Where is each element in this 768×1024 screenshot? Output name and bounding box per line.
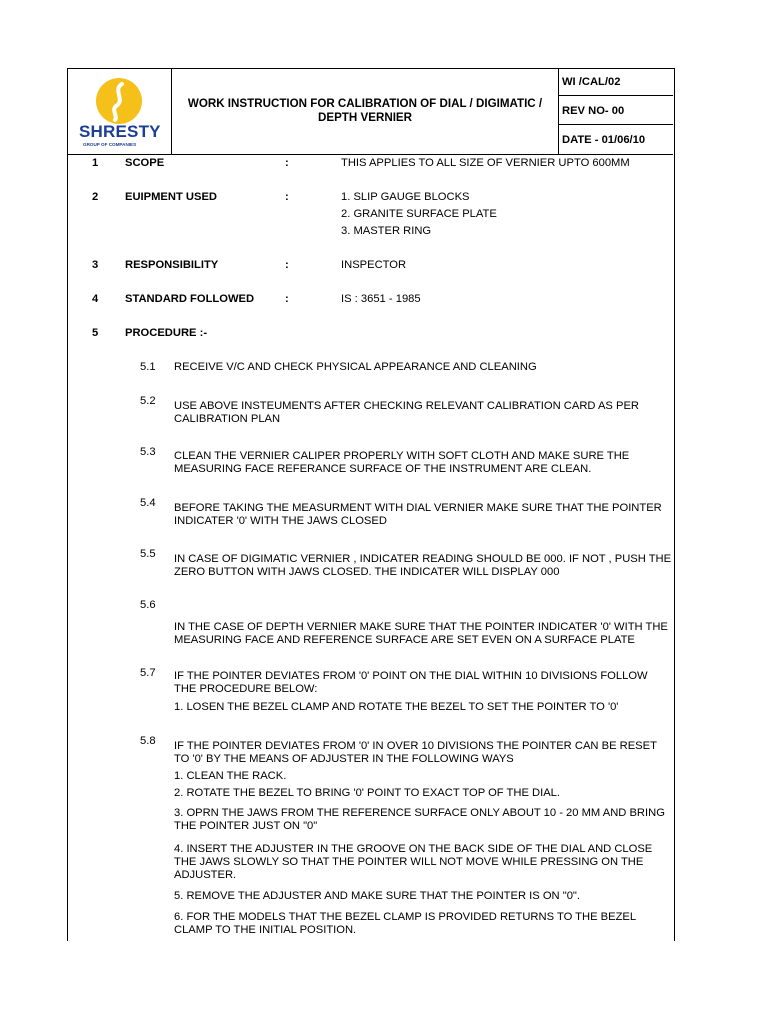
document-header	[67, 68, 673, 155]
section-number: 5	[92, 327, 99, 339]
step-substep: 2. ROTATE THE BEZEL TO BRING '0' POINT TO EXACT TOP OF THE DIAL.	[174, 787, 560, 799]
step-substep: 4. INSERT THE ADJUSTER IN THE GROOVE ON THE BACK SIDE OF THE DIAL AND CLOSE THE JAWS SLOWLY SO THAT THE POINTER WILL NOT MOVE WHILE PRESSING ON THE ADJUSTER.	[174, 843, 653, 881]
document-title: WORK INSTRUCTION FOR CALIBRATION OF DIAL / DIGIMATIC / DEPTH VERNIER	[187, 97, 543, 124]
step-number: 5.7	[140, 667, 156, 679]
step-substep: 1. CLEAN THE RACK.	[174, 770, 287, 782]
equipment-item: 1. SLIP GAUGE BLOCKS	[341, 191, 470, 203]
logo-cell	[67, 68, 172, 154]
step-number: 5.1	[140, 361, 156, 373]
step-substep: 5. REMOVE THE ADJUSTER AND MAKE SURE THAT THE POINTER IS ON "0".	[174, 890, 581, 902]
section-label: SCOPE	[125, 157, 165, 169]
section-value: IS : 3651 - 1985	[341, 293, 421, 305]
step-text: CLEAN THE VERNIER CALIPER PROPERLY WITH SOFT CLOTH AND MAKE SURE THE MEASURING FACE REFERANCE SURFACE OF THE INSTRUMENT ARE CLEAN.	[174, 450, 630, 475]
section-label: RESPONSIBILITY	[125, 259, 219, 271]
step-number: 5.8	[140, 735, 156, 747]
section-number: 3	[92, 259, 99, 271]
section-number: 1	[92, 157, 99, 169]
company-logo-icon	[96, 78, 142, 124]
step-text: IN THE CASE OF DEPTH VERNIER MAKE SURE THAT THE POINTER INDICATER '0' WITH THE MEASURING FACE AND REFERENCE SURFACE ARE SET EVEN ON A SURFACE PLATE	[174, 621, 668, 646]
step-number: 5.5	[140, 548, 156, 560]
step-substep: 1. LOSEN THE BEZEL CLAMP AND ROTATE THE BEZEL TO SET THE POINTER TO '0'	[174, 701, 619, 713]
equipment-item: 2. GRANITE SURFACE PLATE	[341, 208, 497, 220]
section-label: STANDARD FOLLOWED	[125, 293, 255, 305]
section-colon: :	[285, 157, 289, 169]
step-number: 5.4	[140, 497, 156, 509]
logo-name: SHRESTY	[79, 122, 161, 141]
document-title-cell	[172, 68, 559, 154]
logo-tagline: GROUP OF COMPANIES	[83, 142, 137, 147]
step-text: BEFORE TAKING THE MEASURMENT WITH DIAL VERNIER MAKE SURE THAT THE POINTER INDICATER '0' WITH THE JAWS CLOSED	[174, 502, 662, 527]
step-text: IF THE POINTER DEVIATES FROM '0' POINT ON THE DIAL WITHIN 10 DIVISIONS FOLLOW THE PROCEDURE BELOW:	[174, 670, 648, 695]
step-substep: 3. OPRN THE JAWS FROM THE REFERENCE SURFACE ONLY ABOUT 10 - 20 MM AND BRING THE POINTER JUST ON "0"	[174, 807, 665, 832]
document-number: WI /CAL/02	[559, 68, 673, 96]
step-number: 5.3	[140, 446, 156, 458]
section-colon: :	[285, 293, 289, 305]
step-text: IF THE POINTER DEVIATES FROM '0' IN OVER 10 DIVISIONS THE POINTER CAN BE RESET TO '0' BY THE MEANS OF ADJUSTER IN THE FOLLOWING WAYS	[174, 740, 657, 765]
step-number: 5.6	[140, 599, 156, 611]
step-substep: 6. FOR THE MODELS THAT THE BEZEL CLAMP IS PROVIDED RETURNS TO THE BEZEL CLAMP TO THE INITIAL POSITION.	[174, 911, 636, 936]
section-colon: :	[285, 191, 289, 203]
section-label: EUIPMENT USED	[125, 191, 217, 203]
step-number: 5.2	[140, 395, 156, 407]
section-value: INSPECTOR	[341, 259, 407, 271]
step-text: USE ABOVE INSTEUMENTS AFTER CHECKING RELEVANT CALIBRATION CARD AS PER CALIBRATION PLAN	[174, 400, 639, 425]
section-number: 4	[92, 293, 99, 305]
revision-number: REV NO- 00	[559, 97, 673, 125]
section-label: PROCEDURE :-	[125, 327, 208, 339]
equipment-item: 3. MASTER RING	[341, 225, 432, 237]
section-colon: :	[285, 259, 289, 271]
section-value: THIS APPLIES TO ALL SIZE OF VERNIER UPTO 600MM	[341, 157, 630, 169]
step-text: IN CASE OF DIGIMATIC VERNIER , INDICATER READING SHOULD BE 000. IF NOT , PUSH THE ZERO BUTTON WITH JAWS CLOSED. THE INDICATER WILL DISPLAY 000	[174, 553, 672, 578]
document-date: DATE - 01/06/10	[562, 134, 646, 146]
step-text: RECEIVE V/C AND CHECK PHYSICAL APPEARANCE AND CLEANING	[174, 361, 537, 373]
section-number: 2	[92, 191, 99, 203]
